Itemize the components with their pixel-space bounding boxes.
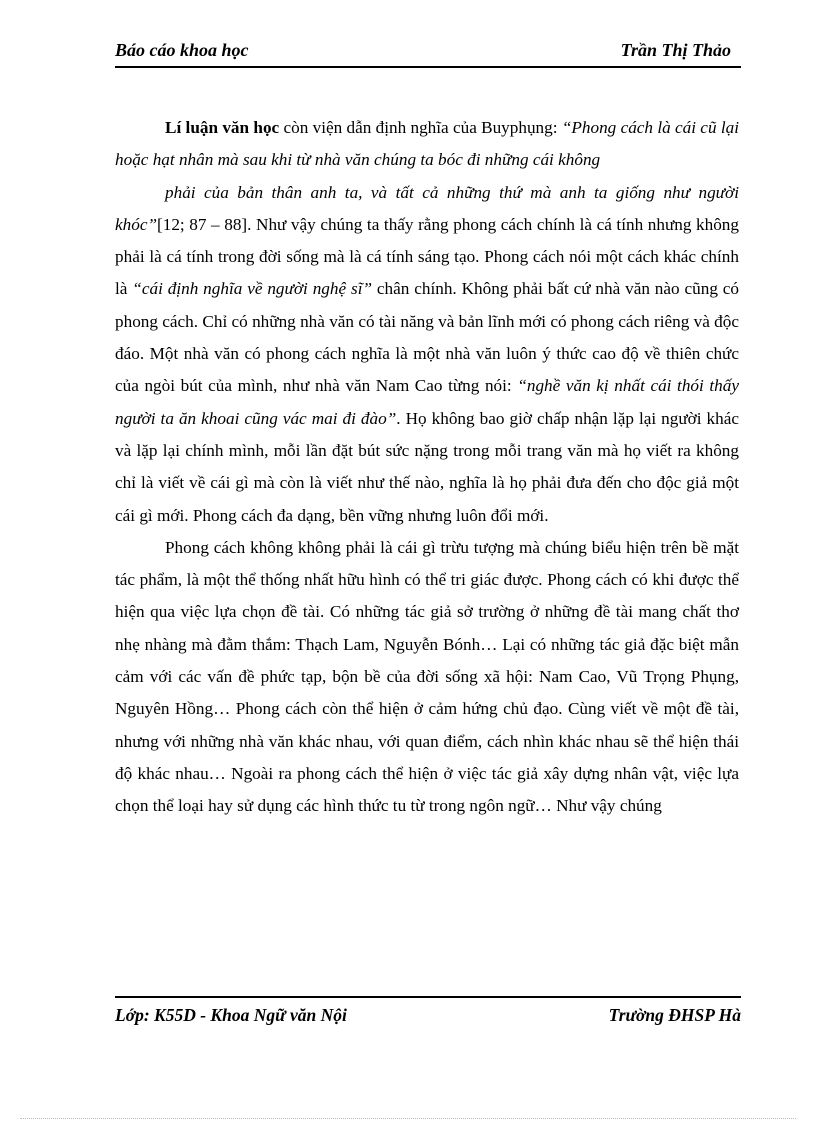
header-author: Trần Thị Thảo — [620, 40, 731, 60]
paragraph-1 — [115, 112, 739, 177]
text-run: chân chính. Không phải bất cứ nhà văn nào cũng có phong cách. Chỉ có những nhà văn có tài năng và bản lĩnh mới có phong cách riêng và độc đáo. Một nhà văn có phong cách nghĩa là một nhà văn luôn ý thức cao độ về thiên chức của ngòi bút của mình, như nhà văn Nam Cao từng nói: — [115, 279, 740, 396]
quote-1-line-2: phải của bản thân anh ta, và tất cả những thứ mà anh ta giống như người khóc” — [115, 182, 739, 234]
quote-2: “cái định nghĩa về người nghệ sĩ” — [132, 279, 373, 299]
bold-term: Lí luận văn học — [165, 118, 280, 137]
header-title: Báo cáo khoa học — [115, 40, 249, 60]
footer-school: Trường ĐHSP Hà — [608, 1005, 741, 1025]
quote-1-line-1: “Phong cách là cái cũ lại hoặc hạt nhân mà sau khi từ nhà văn chúng ta bóc đi những cái không — [115, 118, 739, 170]
paragraph-2: Phong cách không không phải là cái gì trừu tượng mà chúng biểu hiện trên bề mặt tác phẩm, là một thể thống nhất hữu hình có thể tri giác được. Phong cách có khi được thể hiện qua việc lựa chọn đề tài. Có những tác giả sở trường ở những đề tài mang chất thơ nhẹ nhàng mà đằm thắm: Thạch Lam, Nguyễn Bónh… Lại có những tác giả đặc biệt mẫn cảm với các vấn đề phức tạp, bộn bề của đời sống xã hội: Nam Cao, Vũ Trọng Phụng, Nguyên Hồng… Phong cách còn thể hiện ở cảm hứng chủ đạo. Cùng viết về một đề tài, nhưng với những nhà văn khác nhau, với quan điểm, cách nhìn khác nhau sẽ thể hiện thái độ khác nhau… Ngoài ra phong cách thể hiện ở việc tác giả xây dựng nhân vật, việc lựa chọn thể loại hay sử dụng các hình thức tu từ trong ngôn ngữ… Như vậy chúng — [115, 537, 739, 816]
quote-3: “nghề văn kị nhất cái thói thấy người ta ăn khoai cũng vác mai đi đào” — [115, 376, 739, 428]
document-body — [115, 112, 739, 823]
text-run: [12; 87 – 88]. Như vậy chúng ta thấy rằng phong cách chính là cá tính nhưng không phải là cá tính trong đời sống mà là cá tính sáng tạo. Phong cách nói một cách khác chính là — [115, 214, 739, 299]
page-edge-divider — [20, 1118, 796, 1119]
page-header — [115, 38, 741, 68]
paragraph-1-continued — [115, 177, 739, 532]
text-run: . Họ không bao giờ chấp nhận lặp lại người khác và lặp lại chính mình, mỗi lần đặt bút sức nặng trong mỗi trang văn mà họ viết ra không chỉ là viết về cái gì mà còn là viết như thế nào, nghĩa là họ phải đưa đến cho độc giả một cái gì mới. Phong cách đa dạng, bền vững nhưng luôn đổi mới. — [115, 408, 740, 525]
text-run: còn viện dẫn định nghĩa của Buyphụng: — [279, 118, 562, 137]
page-footer — [115, 996, 741, 1025]
footer-class: Lớp: K55D - Khoa Ngữ văn Nội — [115, 1005, 347, 1025]
